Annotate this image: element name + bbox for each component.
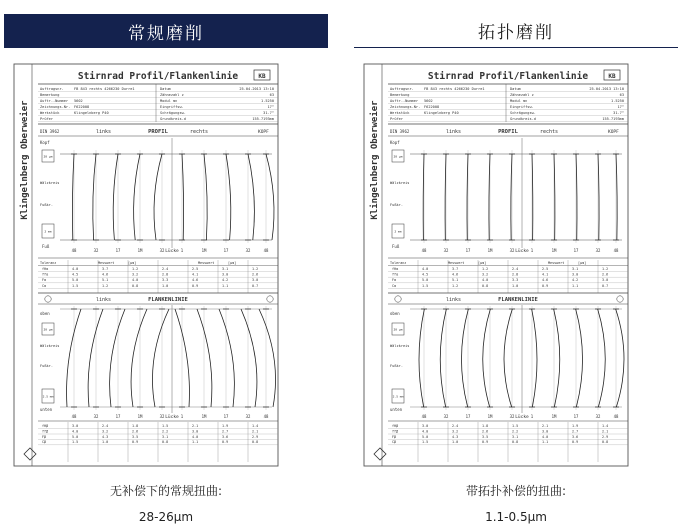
- lead-tooth-number: 48: [613, 414, 619, 419]
- lead-tooth-number: 32: [245, 414, 251, 419]
- header-key: Auftragsnr.: [390, 87, 414, 91]
- lead-tooth-number: 1M: [487, 414, 493, 419]
- lead-table-cell: 2.9: [602, 434, 609, 439]
- header-key: Auftragsnr.: [40, 87, 64, 91]
- profile-tooth-number: 1M: [137, 248, 143, 253]
- profile-tooth-number: 17: [115, 248, 121, 253]
- lead-table-cell: 1.5: [512, 424, 519, 428]
- lead-table-cell: Fβ: [392, 434, 397, 439]
- profile-title: PROFIL: [148, 129, 168, 135]
- lead-table-cell: 3.1: [162, 434, 169, 439]
- panel-header: [4, 14, 328, 48]
- lead-bottom-label: unten: [40, 407, 53, 412]
- lead-table-cell: 1.1: [542, 440, 549, 445]
- header-value: Klingelnberg P40: [424, 111, 459, 115]
- table-cell: 5.1: [102, 278, 109, 283]
- lead-tooth-number: 48: [421, 414, 427, 419]
- table-cell: 3.1: [222, 267, 229, 271]
- lead-root-label: Fußkr.: [390, 364, 403, 368]
- table-cell: 1.0: [512, 283, 519, 288]
- brand-vertical-text: Klingelnberg Oberweier: [370, 100, 380, 220]
- profile-tooth-number: 1M: [551, 248, 557, 253]
- lead-table-cell: 3.2: [102, 429, 109, 434]
- profile-root-label: Fußkr.: [40, 203, 53, 207]
- lead-table-cell: 3.5: [482, 434, 489, 439]
- lead-table-cell: 1.9: [572, 424, 579, 428]
- lead-table-cell: 3.6: [222, 434, 229, 439]
- lead-scale-bottom-label: 2.5 mm: [42, 394, 54, 399]
- lead-table-cell: 0.8: [602, 440, 609, 445]
- lead-scale-top-label: 20 µm: [43, 327, 53, 332]
- header-value: 155.7193mm: [602, 117, 624, 121]
- header-key: Zeichnungs-Nr.: [40, 105, 71, 109]
- lead-table-cell: 2.6: [132, 429, 139, 434]
- table-cell: 1.0: [162, 283, 169, 288]
- lead-table-cell: 2.9: [252, 434, 259, 439]
- lead-title: FLANKENLINIE: [498, 297, 538, 303]
- lead-tooth-number: 17: [573, 414, 579, 419]
- lead-center-label: Lücke: [165, 415, 179, 420]
- header-value: 31.7°: [263, 111, 274, 115]
- lead-pitch-label: Wälzkreis: [390, 344, 410, 348]
- profile-tooth-number: 1M: [487, 248, 493, 253]
- lead-table-cell: 0.8: [512, 440, 519, 445]
- lead-table-cell: 2.1: [602, 429, 609, 434]
- lead-table-cell: 0.9: [482, 440, 489, 445]
- caption-value: 1.1-0.5μm: [485, 510, 547, 524]
- header-key: Schrägungsw.: [510, 111, 536, 115]
- lead-table-cell: 3.2: [452, 429, 459, 434]
- table-cell: 3.0: [572, 272, 579, 277]
- table-cell: 2.5: [192, 267, 199, 271]
- header-value: 31.7°: [613, 111, 624, 115]
- lead-table-cell: 5.0: [72, 434, 79, 439]
- table-cell: 1.5: [72, 283, 79, 288]
- lead-left-label: links: [96, 297, 112, 303]
- lead-table-cell: Cβ: [392, 440, 397, 445]
- header-value: F622008: [74, 105, 90, 109]
- lead-table-cell: 1.0: [102, 440, 109, 445]
- sheet-title: Stirnrad Profil/Flankenlinie: [77, 71, 239, 82]
- profile-scale-top-label: 20 µm: [43, 154, 53, 159]
- profile-tooth-number: 32: [595, 248, 601, 253]
- header-key: Bemerkung: [390, 93, 410, 97]
- profile-tooth-number: 48: [263, 248, 269, 253]
- profile-pitch-label: Wälzkreis: [390, 181, 410, 185]
- lead-table-cell: ffβ: [42, 429, 49, 434]
- lead-table-cell: 1.0: [452, 440, 459, 445]
- profile-center-label: Lücke: [165, 249, 179, 254]
- header-key: Auftr.-Nummer: [390, 99, 419, 103]
- lead-table-cell: 1.4: [602, 424, 609, 428]
- lead-table-cell: 1.8: [482, 424, 489, 428]
- header-value: Klingelnberg P40: [74, 111, 109, 115]
- lead-tooth-number: 32: [443, 414, 449, 419]
- lead-table-cell: ffβ: [392, 429, 399, 434]
- table-cell: 1.1: [572, 283, 579, 288]
- lead-root-label: Fußkr.: [40, 364, 53, 368]
- header-value: 25.04.2013 13:10: [589, 87, 624, 91]
- header-key: Prüfer: [390, 117, 403, 121]
- header-key: Zeichnungs-Nr.: [390, 105, 421, 109]
- table-cell: 0.8: [132, 283, 139, 288]
- profile-tooth-number: 17: [465, 248, 471, 253]
- header-value: FB 843 rechts 4266230 Durre1: [74, 87, 135, 91]
- table-cell: 2.8: [512, 272, 519, 277]
- lead-title: FLANKENLINIE: [148, 297, 188, 303]
- header-value: 63: [269, 93, 274, 97]
- lead-table-cell: 1.1: [192, 440, 199, 445]
- table-cell: 3.7: [452, 267, 459, 271]
- profile-side-tag: KOPF: [608, 130, 619, 135]
- lead-pitch-label: Wälzkreis: [40, 344, 60, 348]
- lead-tooth-number: 17: [223, 414, 229, 419]
- lead-table-cell: 4.0: [192, 434, 199, 439]
- lead-table-cell: 2.4: [452, 424, 459, 428]
- lead-table-cell: 3.0: [192, 429, 199, 434]
- lead-tooth-number: 32: [93, 414, 99, 419]
- lead-tooth-number: 1: [180, 414, 184, 419]
- lead-tooth-number: 1M: [551, 414, 557, 419]
- header-key: Modul mn: [510, 99, 528, 103]
- lead-table-cell: fHβ: [392, 424, 399, 428]
- table-cell: fHα: [42, 267, 49, 271]
- panel-conventional-grinding: [0, 0, 332, 530]
- header-key: Auftr.-Nummer: [40, 99, 69, 103]
- lead-tooth-number: 32: [159, 414, 165, 419]
- header-value: 5602: [74, 99, 83, 103]
- table-cell: 3.2: [132, 272, 139, 277]
- lead-tooth-number: 1: [530, 414, 534, 419]
- lead-table-cell: 2.6: [482, 429, 489, 434]
- table-cell: 2.4: [512, 267, 519, 271]
- header-key: Grundkreis-d: [160, 117, 186, 121]
- profile-scale-bottom-label: 2 mm: [394, 229, 402, 234]
- table-cell: 2.6: [602, 272, 609, 277]
- table-cell: fHα: [392, 267, 399, 271]
- din-label: DIN 3962: [390, 129, 410, 134]
- brand-vertical-text: Klingelnberg Oberweier: [20, 100, 30, 220]
- table-cell: 4.2: [572, 278, 579, 283]
- table-cell: 1.2: [252, 267, 259, 271]
- lead-table-cell: 3.1: [512, 434, 519, 439]
- table-header-cell: Toleranz: [40, 261, 57, 265]
- header-value: FB 843 rechts 4266230 Durre1: [424, 87, 485, 91]
- table-cell: 1.5: [422, 283, 429, 288]
- table-header-cell: Messwert: [448, 261, 465, 265]
- table-header-cell: Messwert: [198, 261, 215, 265]
- lead-bottom-label: unten: [390, 407, 403, 412]
- sheet-logo-text: KB: [258, 73, 266, 80]
- table-cell: 3.0: [222, 272, 229, 277]
- header-key: Prüfer: [40, 117, 53, 121]
- panel-header-title: 拓扑磨削: [478, 23, 554, 43]
- table-cell: 4.1: [542, 272, 549, 277]
- lead-top-label: oben: [40, 311, 50, 316]
- lead-table-cell: 0.9: [222, 440, 229, 445]
- table-cell: 4.6: [102, 272, 109, 277]
- lead-tooth-number: 1M: [201, 414, 207, 419]
- panel-topological-grinding: [350, 0, 682, 530]
- lead-table-cell: 1.5: [422, 440, 429, 445]
- profile-side-tag: KOPF: [258, 130, 269, 135]
- header-value: 1.5250: [261, 99, 274, 103]
- table-cell: 3.3: [162, 278, 169, 283]
- lead-table-cell: 1.8: [132, 424, 139, 428]
- profile-left-label: links: [446, 129, 462, 135]
- header-key: Schrägungsw.: [160, 111, 186, 115]
- header-value: 1.5250: [611, 99, 624, 103]
- profile-tooth-number: 48: [71, 248, 77, 253]
- profile-scale-top-label: 20 µm: [393, 154, 403, 159]
- lead-table-cell: 4.0: [422, 429, 429, 434]
- header-value: F622008: [424, 105, 440, 109]
- lead-table-cell: 2.1: [192, 424, 199, 428]
- profile-center-label: Lücke: [515, 249, 529, 254]
- lead-table-cell: 2.4: [102, 424, 109, 428]
- profile-tooth-number: 48: [613, 248, 619, 253]
- profile-pitch-label: Wälzkreis: [40, 181, 60, 185]
- profile-tooth-number: 17: [223, 248, 229, 253]
- table-cell: 3.7: [102, 267, 109, 271]
- table-header-cell: [µm]: [478, 261, 487, 265]
- header-value: 17°: [617, 105, 624, 109]
- sheet-logo-text: KB: [608, 73, 616, 80]
- table-header-cell: Toleranz: [390, 261, 407, 265]
- lead-table-cell: 2.1: [252, 429, 259, 434]
- lead-table-cell: Cβ: [42, 440, 47, 445]
- lead-table-cell: 0.9: [132, 440, 139, 445]
- lead-table-cell: 2.7: [222, 429, 229, 434]
- panel-header-title: 常规磨削: [128, 23, 204, 44]
- table-cell: 4.1: [192, 272, 199, 277]
- header-value: 25.04.2013 13:10: [239, 87, 274, 91]
- lead-table-cell: 3.6: [572, 434, 579, 439]
- header-value: 5602: [424, 99, 433, 103]
- lead-table-cell: 2.1: [542, 424, 549, 428]
- header-value: 63: [619, 93, 624, 97]
- profile-fuss-label: Fuß: [42, 244, 50, 249]
- lead-table-cell: 0.8: [252, 440, 259, 445]
- table-header-cell: Messwert: [98, 261, 115, 265]
- table-cell: 3.2: [482, 272, 489, 277]
- din-label: DIN 3962: [40, 129, 60, 134]
- table-cell: 2.4: [162, 267, 169, 271]
- profile-tooth-number: 1: [180, 248, 184, 253]
- lead-table-cell: 4.0: [542, 434, 549, 439]
- profile-fuss-label: Fuß: [392, 244, 400, 249]
- caption-title: 无补偿下的常规扭曲:: [109, 484, 223, 498]
- lead-table-cell: 1.5: [162, 424, 169, 428]
- lead-tooth-number: 17: [465, 414, 471, 419]
- table-cell: 4.5: [422, 272, 429, 277]
- sheet-title: Stirnrad Profil/Flankenlinie: [427, 71, 589, 82]
- header-value: 155.7193mm: [252, 117, 274, 121]
- lead-tooth-number: 17: [115, 414, 121, 419]
- profile-tooth-number: 48: [421, 248, 427, 253]
- caption-value: 28-26μm: [138, 510, 194, 524]
- profile-title: PROFIL: [498, 129, 518, 135]
- table-cell: 4.6: [192, 278, 199, 283]
- header-value: 17°: [267, 105, 274, 109]
- profile-tooth-number: 1M: [201, 248, 207, 253]
- lead-table-cell: 0.9: [572, 440, 579, 445]
- lead-table-cell: 0.8: [162, 440, 169, 445]
- profile-right-label: rechts: [540, 129, 559, 135]
- measurement-sheet: [350, 62, 682, 470]
- header-key: Modul mn: [160, 99, 178, 103]
- table-cell: 0.9: [542, 283, 549, 288]
- profile-tooth-number: 17: [573, 248, 579, 253]
- table-cell: 4.5: [72, 272, 79, 277]
- lead-table-cell: 3.0: [72, 424, 79, 428]
- table-header-cell: [µm]: [578, 261, 587, 265]
- caption-title: 带拓扑补偿的扭曲:: [465, 484, 567, 498]
- header-key: Werkstück: [390, 111, 410, 115]
- lead-tooth-number: 32: [509, 414, 515, 419]
- table-cell: 0.7: [602, 283, 609, 288]
- table-cell: 3.0: [252, 278, 259, 283]
- table-cell: ffα: [392, 272, 399, 277]
- table-cell: 0.8: [482, 283, 489, 288]
- table-cell: Cα: [392, 283, 397, 288]
- table-cell: Fα: [42, 278, 47, 283]
- lead-table-cell: 4.0: [72, 429, 79, 434]
- header-key: Zähnezahl z: [510, 93, 534, 97]
- table-cell: 4.0: [132, 278, 139, 283]
- header-key: Eingriffsw.: [160, 105, 184, 109]
- lead-table-cell: 5.0: [422, 434, 429, 439]
- profile-tooth-number: 32: [509, 248, 515, 253]
- lead-table-cell: 4.3: [102, 434, 109, 439]
- profile-left-label: links: [96, 129, 112, 135]
- table-cell: 1.2: [102, 283, 109, 288]
- table-cell: 4.0: [422, 267, 429, 271]
- profile-tooth-number: 32: [159, 248, 165, 253]
- lead-table-cell: 1.5: [72, 440, 79, 445]
- measurement-sheet: [0, 62, 332, 470]
- table-cell: 1.2: [132, 267, 139, 271]
- profile-kopf-label: Kopf: [390, 140, 400, 145]
- lead-left-label: links: [446, 297, 462, 303]
- table-cell: 2.6: [252, 272, 259, 277]
- table-header-cell: [µm]: [128, 261, 137, 265]
- table-cell: 0.7: [252, 283, 259, 288]
- lead-table-cell: 2.7: [572, 429, 579, 434]
- lead-table-cell: 2.2: [512, 429, 519, 434]
- table-cell: Cα: [42, 283, 47, 288]
- header-key: Zähnezahl z: [160, 93, 184, 97]
- panel-header: [354, 14, 678, 48]
- table-header-cell: [µm]: [228, 261, 237, 265]
- table-header-cell: Messwert: [548, 261, 565, 265]
- table-cell: 2.5: [542, 267, 549, 271]
- table-cell: 2.8: [162, 272, 169, 277]
- table-cell: 5.0: [422, 278, 429, 283]
- profile-kopf-label: Kopf: [40, 140, 50, 145]
- table-cell: Fα: [392, 278, 397, 283]
- table-cell: 0.9: [192, 283, 199, 288]
- lead-tooth-number: 48: [263, 414, 269, 419]
- lead-table-cell: 1.4: [252, 424, 259, 428]
- table-cell: 3.1: [572, 267, 579, 271]
- lead-center-label: Lücke: [515, 415, 529, 420]
- lead-scale-top-label: 20 µm: [393, 327, 403, 332]
- lead-table-cell: 1.9: [222, 424, 229, 428]
- table-cell: 4.0: [72, 267, 79, 271]
- profile-tooth-number: 32: [245, 248, 251, 253]
- table-cell: 5.0: [72, 278, 79, 283]
- table-cell: 1.2: [602, 267, 609, 271]
- table-cell: 1.1: [222, 283, 229, 288]
- lead-tooth-number: 32: [595, 414, 601, 419]
- lead-top-label: oben: [390, 311, 400, 316]
- table-cell: 4.2: [222, 278, 229, 283]
- profile-right-label: rechts: [190, 129, 209, 135]
- table-cell: 4.0: [482, 278, 489, 283]
- lead-table-cell: 3.5: [132, 434, 139, 439]
- lead-table-cell: 2.2: [162, 429, 169, 434]
- profile-tooth-number: 32: [93, 248, 99, 253]
- table-cell: 3.0: [602, 278, 609, 283]
- lead-table-cell: Fβ: [42, 434, 47, 439]
- table-cell: 1.2: [452, 283, 459, 288]
- table-cell: 3.3: [512, 278, 519, 283]
- header-key: Datum: [510, 87, 521, 91]
- table-cell: ffα: [42, 272, 49, 277]
- lead-table-cell: 3.0: [542, 429, 549, 434]
- lead-tooth-number: 1M: [137, 414, 143, 419]
- profile-scale-bottom-label: 2 mm: [44, 229, 52, 234]
- table-cell: 1.2: [482, 267, 489, 271]
- lead-table-cell: 4.3: [452, 434, 459, 439]
- header-key: Grundkreis-d: [510, 117, 536, 121]
- lead-scale-bottom-label: 2.5 mm: [392, 394, 404, 399]
- table-cell: 5.1: [452, 278, 459, 283]
- lead-tooth-number: 48: [71, 414, 77, 419]
- profile-root-label: Fußkr.: [390, 203, 403, 207]
- profile-tooth-number: 32: [443, 248, 449, 253]
- lead-table-cell: 3.0: [422, 424, 429, 428]
- header-key: Datum: [160, 87, 171, 91]
- header-key: Bemerkung: [40, 93, 60, 97]
- table-cell: 4.6: [452, 272, 459, 277]
- table-cell: 4.6: [542, 278, 549, 283]
- profile-tooth-number: 1: [530, 248, 534, 253]
- header-key: Werkstück: [40, 111, 60, 115]
- lead-table-cell: fHβ: [42, 424, 49, 428]
- header-key: Eingriffsw.: [510, 105, 534, 109]
